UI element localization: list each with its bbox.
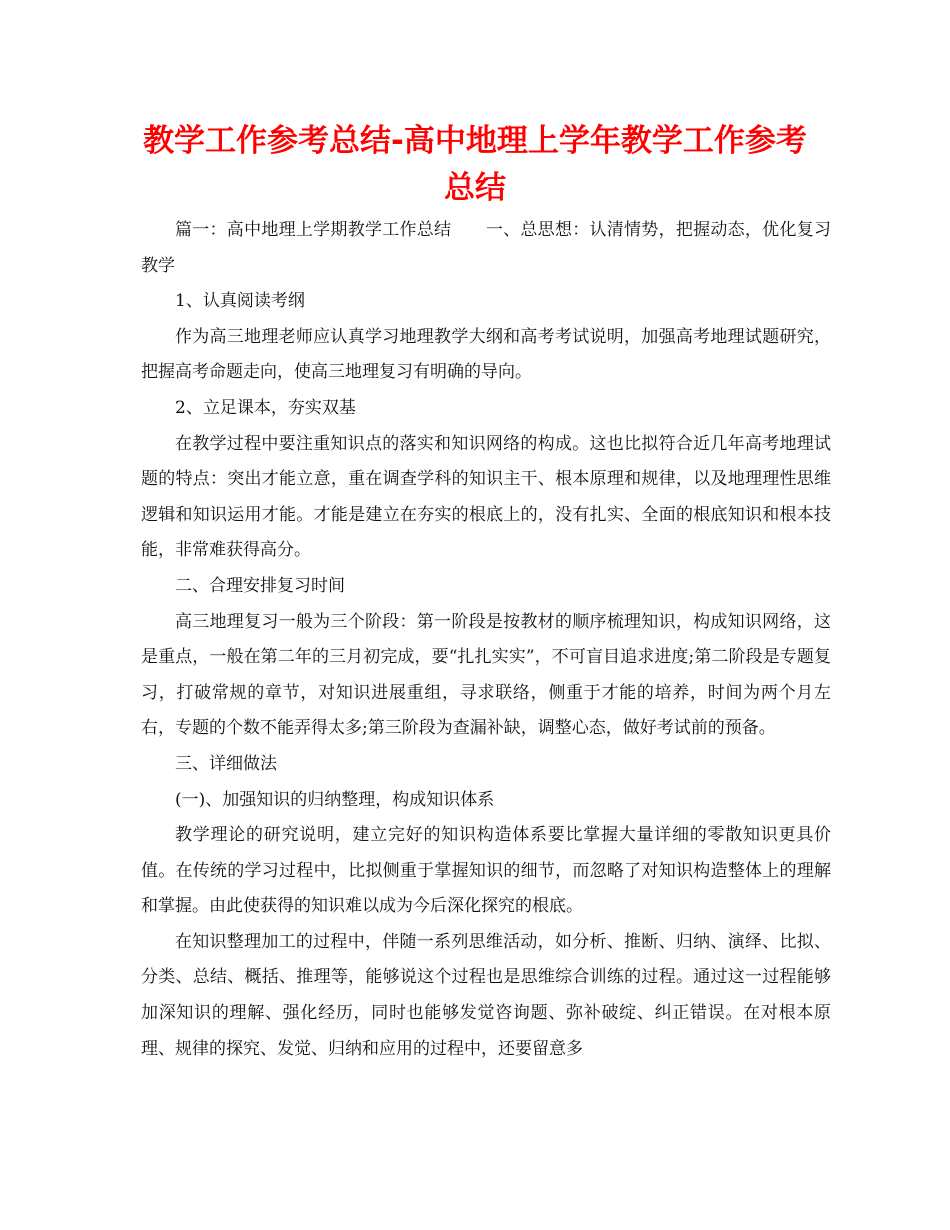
paragraph: 篇一：高中地理上学期教学工作总结 一、总思想：认清情势，把握动态，优化复习教学 [141,220,831,276]
paragraph: 教学理论的研究说明，建立完好的知识构造体系要比掌握大量详细的零散知识更具价值。在传统的学习过程中，比拟侧重于掌握知识的细节，而忽略了对知识构造整体上的理解和掌握。由此使获得的知识难以成为今后深化探究的根底。 [141,825,831,917]
document-body [141,213,831,1067]
paragraph: 作为高三地理老师应认真学习地理教学大纲和高考考试说明，加强高考地理试题研究，把握高考命题走向，使高三地理复习有明确的导向。 [141,326,831,383]
section-heading: 二、合理安排复习时间 [175,575,345,596]
section-heading: (一)、加强知识的归纳整理，构成知识体系 [175,789,495,810]
paragraph: 在教学过程中要注重知识点的落实和知识网络的构成。这也比拟符合近几年高考地理试题的特点：突出才能立意，重在调查学科的知识主干、根本原理和规律，以及地理理性思维逻辑和知识运用才能。才能是建立在夯实的根底上的，没有扎实、全面的根底知识和根本技能，非常难获得高分。 [141,433,831,561]
document-title: 教学工作参考总结-高中地理上学年教学工作参考总结 [143,123,807,206]
section-heading: 三、详细做法 [175,753,277,774]
section-heading: 2、立足课本，夯实双基 [175,397,356,418]
paragraph: 在知识整理加工的过程中，伴随一系列思维活动，如分析、推断、归纳、演绎、比拟、分类、总结、概括、推理等，能够说这个过程也是思维综合训练的过程。通过这一过程能够加深知识的理解、强化经历，同时也能够发觉咨询题、弥补破绽、纠正错误。在对根本原理、规律的探究、发觉、归纳和应用的过程中，还要留意多 [141,931,831,1059]
section-heading: 1、认真阅读考纲 [175,291,305,312]
paragraph: 高三地理复习一般为三个阶段：第一阶段是按教材的顺序梳理知识，构成知识网络，这是重点，一般在第二年的三月初完成，要“扎扎实实”，不可盲目追求进度;第二阶段是专题复习，打破常规的章节，对知识进展重组，寻求联络，侧重于才能的培养，时间为两个月左右，专题的个数不能弄得太多;第三阶段为查漏补缺，调整心态，做好考试前的预备。 [141,611,831,739]
